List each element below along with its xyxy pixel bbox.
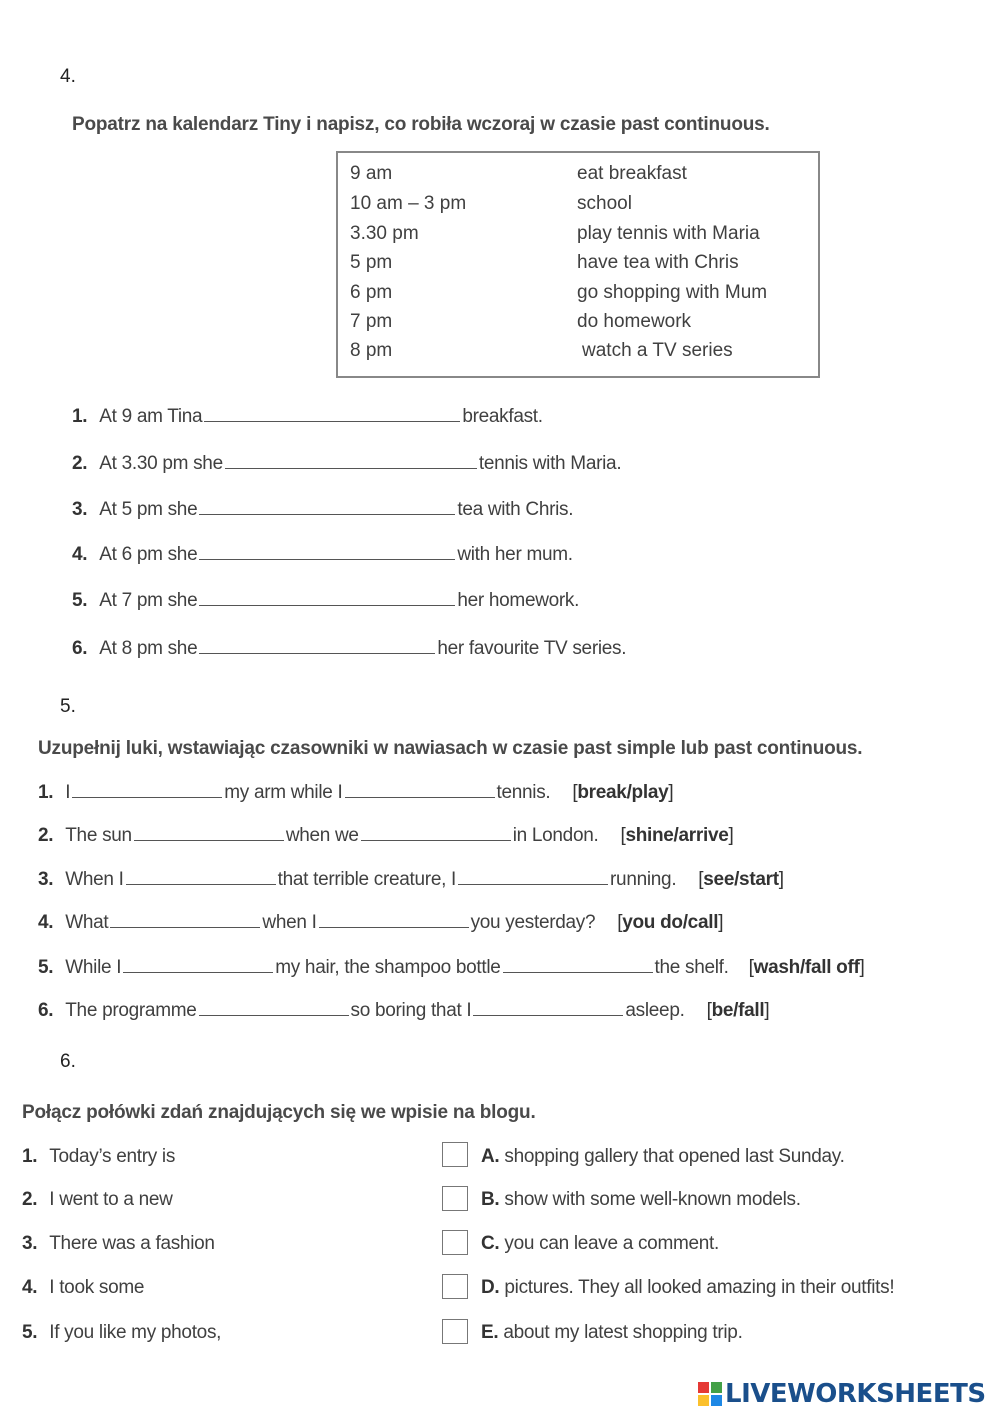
option-letter: E. [481,1322,499,1343]
liveworksheets-logo[interactable] [697,1378,986,1410]
item-number: 3. [38,869,54,890]
ex6-right-item [481,1277,894,1299]
sentence-end: you can leave a comment. [504,1233,719,1254]
item-text-after: with her mum. [457,544,573,565]
ex6-left-item [22,1146,175,1168]
item-text-before: At 8 pm she [99,638,198,659]
item-text-before: At 9 am Tina [99,406,203,427]
item-text-part1: The sun [65,825,132,846]
option-letter: C. [481,1233,500,1254]
answer-blank[interactable] [123,955,273,973]
item-number: 5. [38,957,54,978]
item-text-part3: tennis. [496,782,551,803]
option-letter: A. [481,1146,500,1167]
item-number: 5. [72,590,88,611]
verb-hint: [break/play] [572,782,674,803]
item-text-part1: The programme [65,1000,197,1021]
schedule-time: 8 pm [350,340,393,361]
item-number: 2. [22,1189,38,1210]
item-text-part2: when we [285,825,359,846]
answer-blank[interactable] [319,910,469,928]
schedule-activity: watch a TV series [582,340,733,361]
ex4-item-6 [72,636,626,660]
item-text-after: her homework. [457,590,580,611]
verb-hint: [you do/call] [617,912,724,933]
option-letter: D. [481,1277,500,1298]
sentence-end: pictures. They all looked amazing in their outfits! [504,1277,895,1298]
answer-blank[interactable] [345,780,495,798]
ex4-item-3 [72,497,573,521]
exercise-6-number: 6. [60,1051,76,1072]
sentence-start: I took some [49,1277,145,1298]
schedule-activity: eat breakfast [577,163,687,184]
answer-blank[interactable] [225,451,477,469]
exercise-6-instruction: Połącz połówki zdań znajdujących się we wpisie na blogu. [22,1102,536,1123]
option-letter: B. [481,1189,500,1210]
ex6-left-item [22,1322,221,1344]
exercise-4-instruction: Popatrz na kalendarz Tiny i napisz, co robiła wczoraj w czasie past continuous. [72,114,770,135]
ex5-item-5 [38,955,865,979]
answer-blank[interactable] [199,588,455,606]
ex4-item-1 [72,404,543,428]
verb-hint: [see/start] [698,869,784,890]
ex6-left-item [22,1189,173,1211]
ex6-right-item [481,1189,801,1211]
sentence-start: If you like my photos, [49,1322,222,1343]
schedule-time: 10 am – 3 pm [350,193,467,214]
match-checkbox[interactable] [442,1230,468,1255]
ex5-item-4 [38,910,723,934]
schedule-box [336,151,820,378]
item-text-part1: When I [65,869,124,890]
item-text-after: breakfast. [462,406,543,427]
schedule-activity: do homework [577,311,692,332]
item-text-part2: so boring that I [350,1000,472,1021]
ex4-item-2 [72,451,621,475]
answer-blank[interactable] [199,497,455,515]
item-number: 4. [72,544,88,565]
ex4-item-5 [72,588,579,612]
item-number: 4. [22,1277,38,1298]
item-text-part2: my hair, the shampoo bottle [275,957,501,978]
answer-blank[interactable] [110,910,260,928]
ex5-item-2 [38,823,734,847]
item-text-before: At 3.30 pm she [99,453,223,474]
ex6-left-item [22,1233,215,1255]
sentence-end: shopping gallery that opened last Sunday. [504,1146,845,1167]
ex4-item-4 [72,542,573,566]
item-number: 6. [38,1000,54,1021]
answer-blank[interactable] [458,867,608,885]
item-text-after: tea with Chris. [457,499,574,520]
ex6-right-item [481,1322,743,1344]
schedule-time: 6 pm [350,282,393,303]
item-text-part3: asleep. [625,1000,685,1021]
sentence-end: show with some well-known models. [504,1189,801,1210]
item-text-before: At 5 pm she [99,499,198,520]
item-number: 3. [22,1233,38,1254]
liveworksheets-logo-text: LIVEWORKSHEETS [725,1379,986,1409]
match-checkbox[interactable] [442,1274,468,1299]
item-text-after: tennis with Maria. [478,453,622,474]
item-text-part3: running. [610,869,677,890]
item-number: 5. [22,1322,38,1343]
sentence-start: There was a fashion [49,1233,215,1254]
item-number: 1. [38,782,54,803]
answer-blank[interactable] [134,823,284,841]
item-number: 4. [38,912,54,933]
answer-blank[interactable] [199,636,435,654]
schedule-activity: have tea with Chris [577,252,739,273]
match-checkbox[interactable] [442,1186,468,1211]
exercise-5-number: 5. [60,696,76,717]
sentence-start: Today’s entry is [49,1146,176,1167]
verb-hint: [shine/arrive] [620,825,734,846]
schedule-time: 9 am [350,163,393,184]
item-text-after: her favourite TV series. [437,638,627,659]
ex5-item-1 [38,780,673,804]
ex5-item-6 [38,998,769,1022]
item-text-part1: While I [65,957,122,978]
exercise-4-number: 4. [60,66,76,87]
item-text-part1: What [65,912,109,933]
item-number: 3. [72,499,88,520]
item-text-before: At 6 pm she [99,544,198,565]
item-number: 2. [38,825,54,846]
item-text-part2: that terrible creature, I [277,869,457,890]
schedule-time: 5 pm [350,252,393,273]
item-number: 6. [72,638,88,659]
exercise-5-instruction: Uzupełnij luki, wstawiając czasowniki w nawiasach w czasie past simple lub past continuous. [38,738,863,759]
schedule-activity: go shopping with Mum [577,282,768,303]
ex6-left-item [22,1277,144,1299]
liveworksheets-logo-icon [697,1381,723,1407]
answer-blank[interactable] [361,823,511,841]
sentence-start: I went to a new [49,1189,173,1210]
answer-blank[interactable] [204,404,460,422]
answer-blank[interactable] [503,955,653,973]
match-checkbox[interactable] [442,1319,468,1344]
item-text-part3: you yesterday? [470,912,596,933]
verb-hint: [wash/fall off] [748,957,865,978]
item-text-part1: I [65,782,71,803]
sentence-end: about my latest shopping trip. [503,1322,743,1343]
item-number: 1. [22,1146,38,1167]
schedule-activity: play tennis with Maria [577,223,760,244]
answer-blank[interactable] [199,998,349,1016]
schedule-time: 3.30 pm [350,223,419,244]
ex6-right-item [481,1233,719,1255]
answer-blank[interactable] [473,998,623,1016]
ex5-item-3 [38,867,784,891]
item-text-part3: the shelf. [654,957,729,978]
answer-blank[interactable] [126,867,276,885]
item-text-before: At 7 pm she [99,590,198,611]
match-checkbox[interactable] [442,1142,468,1167]
item-number: 2. [72,453,88,474]
verb-hint: [be/fall] [706,1000,770,1021]
answer-blank[interactable] [199,542,455,560]
answer-blank[interactable] [72,780,222,798]
schedule-time: 7 pm [350,311,393,332]
item-number: 1. [72,406,88,427]
ex6-right-item [481,1146,845,1168]
item-text-part2: when I [262,912,317,933]
item-text-part3: in London. [512,825,599,846]
item-text-part2: my arm while I [224,782,343,803]
schedule-activity: school [577,193,632,214]
